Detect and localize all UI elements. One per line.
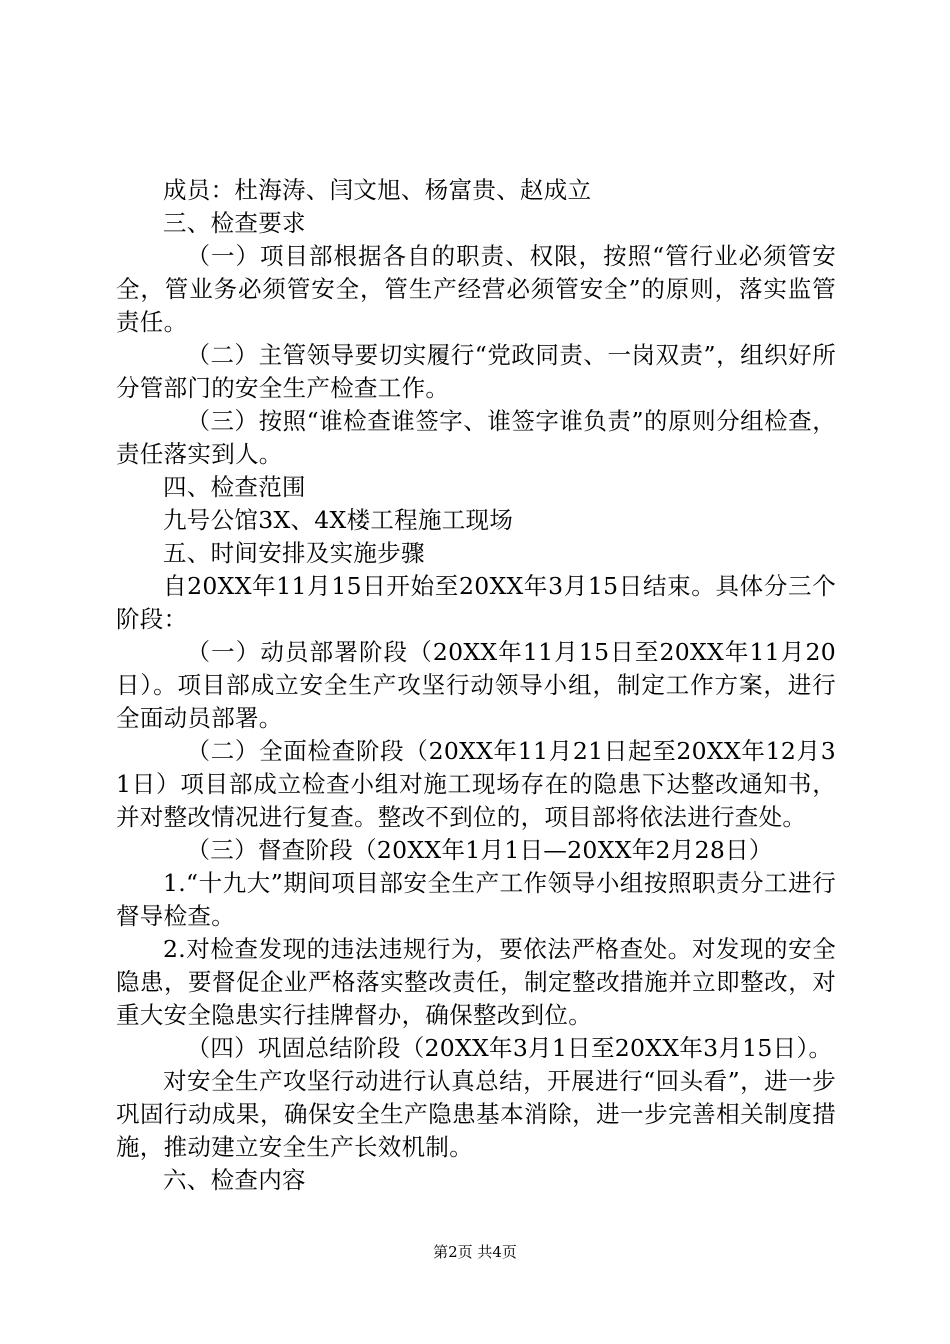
phase-4-body: 对安全生产攻坚行动进行认真总结，开展进行“回头看”，进一步巩固行动成果，确保安全生产隐患基本消除，进一步完善相关制度措施，推动建立安全生产长效机制。 [116, 1067, 836, 1161]
members-line: 成员：杜海涛、闫文旭、杨富贵、赵成立 [163, 176, 592, 204]
section-heading-5: 五、时间安排及实施步骤 [163, 539, 425, 567]
phase-3-item-1: 1.“十九大”期间项目部安全生产工作领导小组按照职责分工进行督导检查。 [116, 869, 836, 930]
scope-line: 九号公馆3X、4X楼工程施工现场 [163, 506, 514, 534]
requirement-1: （一）项目部根据各自的职责、权限，按照“管行业必须管安全，管业务必须管安全，管生产经营必须管安全”的原则，落实监管责任。 [116, 242, 836, 336]
phase-4-heading: （四）巩固总结阶段（20XX年3月1日至20XX年3月15日）。 [186, 1034, 833, 1062]
section-heading-3: 三、检查要求 [163, 209, 306, 237]
phase-2: （二）全面检查阶段（20XX年11月21日起至20XX年12月31日）项目部成立检查小组对施工现场存在的隐患下达整改通知书，并对整改情况进行复查。整改不到位的，项目部将依法进行查处。 [116, 737, 836, 831]
page-footer: 第2页 共4页 [433, 1243, 517, 1261]
section-heading-6: 六、检查内容 [163, 1166, 306, 1194]
phase-3-heading: （三）督查阶段（20XX年1月1日—20XX年2月28日） [186, 836, 773, 864]
document-body [116, 174, 836, 1197]
phase-1: （一）动员部署阶段（20XX年11月15日至20XX年11月20日）。项目部成立安全生产攻坚行动领导小组，制定工作方案，进行全面动员部署。 [116, 638, 836, 732]
section-heading-4: 四、检查范围 [163, 473, 306, 501]
phase-3-item-2: 2.对检查发现的违法违规行为，要依法严格查处。对发现的安全隐患，要督促企业严格落实整改责任，制定整改措施并立即整改，对重大安全隐患实行挂牌督办，确保整改到位。 [116, 935, 836, 1029]
requirement-2: （二）主管领导要切实履行“党政同责、一岗双责”，组织好所分管部门的安全生产检查工作。 [116, 341, 836, 402]
schedule-intro: 自20XX年11月15日开始至20XX年3月15日结束。具体分三个阶段： [116, 572, 836, 633]
requirement-3: （三）按照“谁检查谁签字、谁签字谁负责”的原则分组检查，责任落实到人。 [116, 407, 836, 468]
